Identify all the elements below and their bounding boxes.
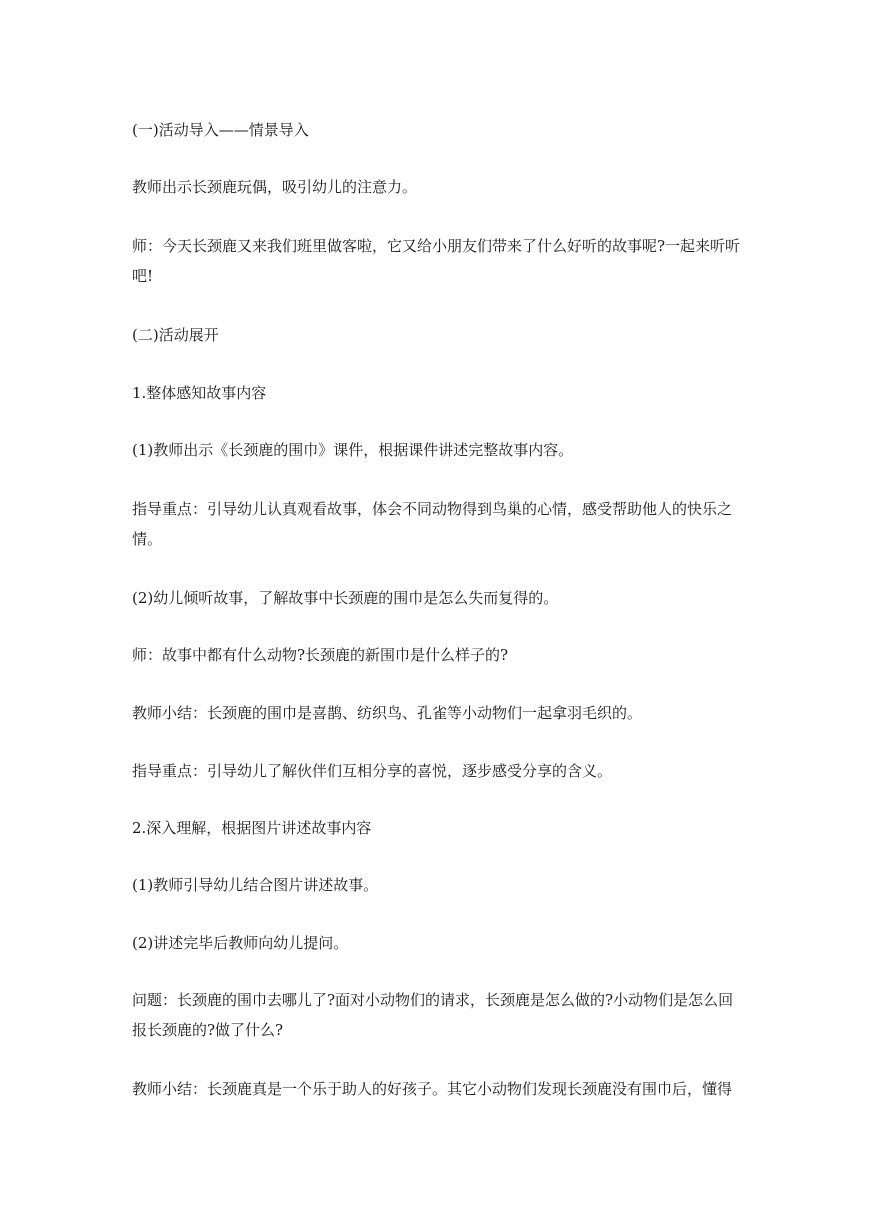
paragraph: 教师小结：长颈鹿的围巾是喜鹊、纺织鸟、孔雀等小动物们一起拿羽毛织的。 <box>132 704 643 722</box>
section-heading-intro: (一)活动导入——情景导入 <box>132 121 309 139</box>
paragraph: 教师小结：长颈鹿真是一个乐于助人的好孩子。其它小动物们发现长颈鹿没有围巾后，懂得 <box>132 1080 733 1098</box>
paragraph: 问题：长颈鹿的围巾去哪儿了?面对小动物们的请求，长颈鹿是怎么做的?小动物们是怎么回报长颈鹿的?做了什么? <box>132 991 734 1039</box>
paragraph: 师：故事中都有什么动物?长颈鹿的新围巾是什么样子的? <box>132 646 509 664</box>
paragraph: (2)讲述完毕后教师向幼儿提问。 <box>132 934 349 952</box>
subsection-heading: 1.整体感知故事内容 <box>132 384 267 402</box>
paragraph: (1)教师引导幼儿结合图片讲述故事。 <box>132 876 379 894</box>
paragraph: (2)幼儿倾听故事，了解故事中长颈鹿的围巾是怎么失而复得的。 <box>132 589 559 607</box>
paragraph: 指导重点：引导幼儿了解伙伴们互相分享的喜悦，逐步感受分享的含义。 <box>132 762 613 780</box>
paragraph: 指导重点：引导幼儿认真观看故事，体会不同动物得到鸟巢的心情，感受帮助他人的快乐之情。 <box>132 500 733 548</box>
paragraph: 师：今天长颈鹿又来我们班里做客啦，它又给小朋友们带来了什么好听的故事呢?一起来听听吧! <box>132 237 741 285</box>
subsection-heading: 2.深入理解，根据图片讲述故事内容 <box>132 819 372 837</box>
paragraph: 教师出示长颈鹿玩偶，吸引幼儿的注意力。 <box>132 178 418 196</box>
section-heading-activity: (二)活动展开 <box>132 326 219 344</box>
paragraph: (1)教师出示《长颈鹿的围巾》课件，根据课件讲述完整故事内容。 <box>132 441 574 459</box>
